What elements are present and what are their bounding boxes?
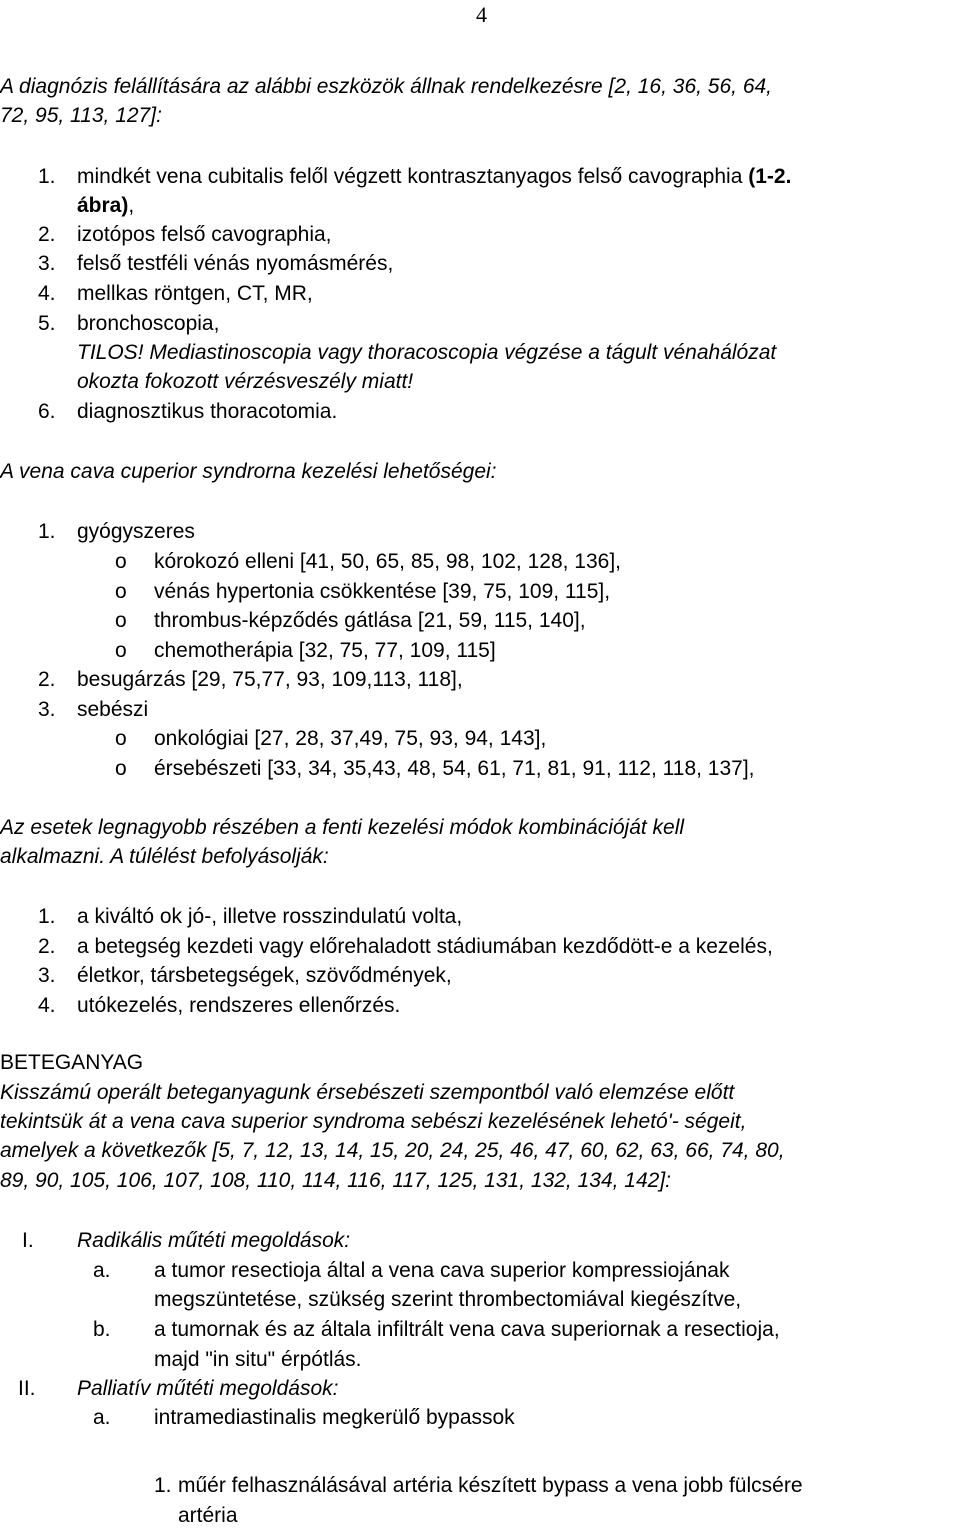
- bullet: o: [115, 757, 127, 780]
- list-item-text: felső testféli vénás nyomásmérés,: [77, 252, 394, 275]
- list-item-text: izotópos felső cavographia,: [77, 223, 332, 246]
- list-item-continuation: [77, 194, 134, 218]
- bullet: o: [115, 639, 127, 662]
- list-item-text: mindkét vena cubitalis felől végzett kontrasztanyagos felső cavographia: [77, 165, 743, 188]
- bullet: o: [115, 580, 127, 603]
- list-number: 1.: [38, 520, 56, 543]
- sub-item-text: onkológiai [27, 28, 37,49, 75, 93, 94, 143],: [154, 727, 547, 750]
- list-item-text: bronchoscopia,: [77, 312, 220, 335]
- sub-item-text: vénás hypertonia csökkentése [39, 75, 109, 115],: [154, 580, 611, 603]
- letter-number: a.: [93, 1259, 111, 1282]
- list-item-text: megszüntetése, szükség szerint thrombectomiával kiegészítve,: [154, 1288, 742, 1311]
- sub-item-text: kórokozó elleni [41, 50, 65, 85, 98, 102, 128, 136],: [154, 550, 622, 573]
- section-heading: A vena cava cuperior syndrorna kezelési lehetőségei:: [0, 460, 497, 483]
- bullet: o: [115, 609, 127, 632]
- list-item-text: gyógyszeres: [77, 520, 195, 543]
- section-heading: BETEGANYAG: [0, 1051, 144, 1074]
- list-item-text: életkor, társbetegségek, szövődmények,: [77, 964, 452, 987]
- list-number: 6.: [38, 400, 56, 423]
- page-number: 4: [476, 2, 487, 27]
- list-number: 5.: [38, 312, 56, 335]
- list-number: 3.: [38, 964, 56, 987]
- list-number: 3.: [38, 698, 56, 721]
- paragraph-line: Az esetek legnagyobb részében a fenti kezelési módok kombinációját kell: [0, 816, 685, 839]
- list-item-text: majd "in situ" érpótlás.: [154, 1348, 362, 1371]
- list-item-text: a kiváltó ok jó-, illetve rosszindulatú volta,: [77, 905, 463, 928]
- list-number: 1.: [154, 1474, 172, 1497]
- figure-ref: ábra): [77, 194, 129, 217]
- list-item-text: sebészi: [77, 698, 149, 721]
- list-number: 3.: [38, 252, 56, 275]
- roman-number: II.: [18, 1377, 36, 1400]
- list-number: 2.: [38, 668, 56, 691]
- list-item-text: műér felhasználásával artéria készített bypass a vena jobb fülcsére: [178, 1474, 803, 1497]
- roman-number: I.: [22, 1229, 34, 1252]
- list-item-text: intramediastinalis megkerülő bypassok: [154, 1406, 515, 1429]
- list-item-text: a tumor resectioja által a vena cava superior kompressiojának: [154, 1259, 730, 1282]
- intro-line: 72, 95, 113, 127]:: [0, 104, 162, 127]
- bullet: o: [115, 550, 127, 573]
- list-item-text: artéria: [178, 1504, 238, 1527]
- paragraph-line: Kisszámú operált beteganyagunk érsebészeti szempontból való elemzése előtt: [0, 1081, 735, 1104]
- intro-line: A diagnózis felállítására az alábbi eszközök állnak rendelkezésre [2, 16, 36, 56, 64,: [0, 75, 773, 98]
- list-number: 2.: [38, 223, 56, 246]
- list-item-text: a tumornak és az általa infiltrált vena cava superiornak a resectioja,: [154, 1318, 780, 1341]
- letter-number: a.: [93, 1406, 111, 1429]
- subsection-heading: Radikális műtéti megoldások:: [77, 1229, 351, 1252]
- paragraph-line: amelyek a következők [5, 7, 12, 13, 14, 15, 20, 24, 25, 46, 47, 60, 62, 63, 66, 74, 80,: [0, 1139, 785, 1162]
- figure-ref: (1-2.: [748, 165, 792, 188]
- subsection-heading: Palliatív műtéti megoldások:: [77, 1377, 339, 1400]
- list-number: 2.: [38, 935, 56, 958]
- paragraph-line: 89, 90, 105, 106, 107, 108, 110, 114, 116, 117, 125, 131, 132, 134, 142]:: [0, 1169, 672, 1192]
- letter-number: b.: [93, 1318, 111, 1341]
- warning-line: TILOS! Mediastinoscopia vagy thoracoscopia végzése a tágult vénahálózat: [77, 341, 777, 364]
- list-item: [77, 165, 791, 189]
- list-item-text: ,: [128, 194, 135, 217]
- list-number: 4.: [38, 994, 56, 1017]
- list-item-text: besugárzás [29, 75,77, 93, 109,113, 118],: [77, 668, 463, 691]
- list-item-text: mellkas röntgen, CT, MR,: [77, 282, 313, 305]
- sub-item-text: érsebészeti [33, 34, 35,43, 48, 54, 61, 71, 81, 91, 112, 118, 137],: [154, 757, 755, 780]
- sub-item-text: chemotherápia [32, 75, 77, 109, 115]: [154, 639, 496, 662]
- paragraph-line: tekintsük át a vena cava superior syndroma sebészi kezelésének lehetó'- ségeit,: [0, 1110, 747, 1133]
- list-item-text: diagnosztikus thoracotomia.: [77, 400, 338, 423]
- sub-item-text: thrombus-képződés gátlása [21, 59, 115, 140],: [154, 609, 586, 632]
- paragraph-line: alkalmazni. A túlélést befolyásolják:: [0, 845, 329, 868]
- warning-line: okozta fokozott vérzésveszély miatt!: [77, 370, 414, 393]
- list-item-text: a betegség kezdeti vagy előrehaladott stádiumában kezdődött-e a kezelés,: [77, 935, 773, 958]
- list-number: 1.: [38, 165, 56, 188]
- bullet: o: [115, 727, 127, 750]
- list-item-text: utókezelés, rendszeres ellenőrzés.: [77, 994, 401, 1017]
- list-number: 1.: [38, 905, 56, 928]
- list-number: 4.: [38, 282, 56, 305]
